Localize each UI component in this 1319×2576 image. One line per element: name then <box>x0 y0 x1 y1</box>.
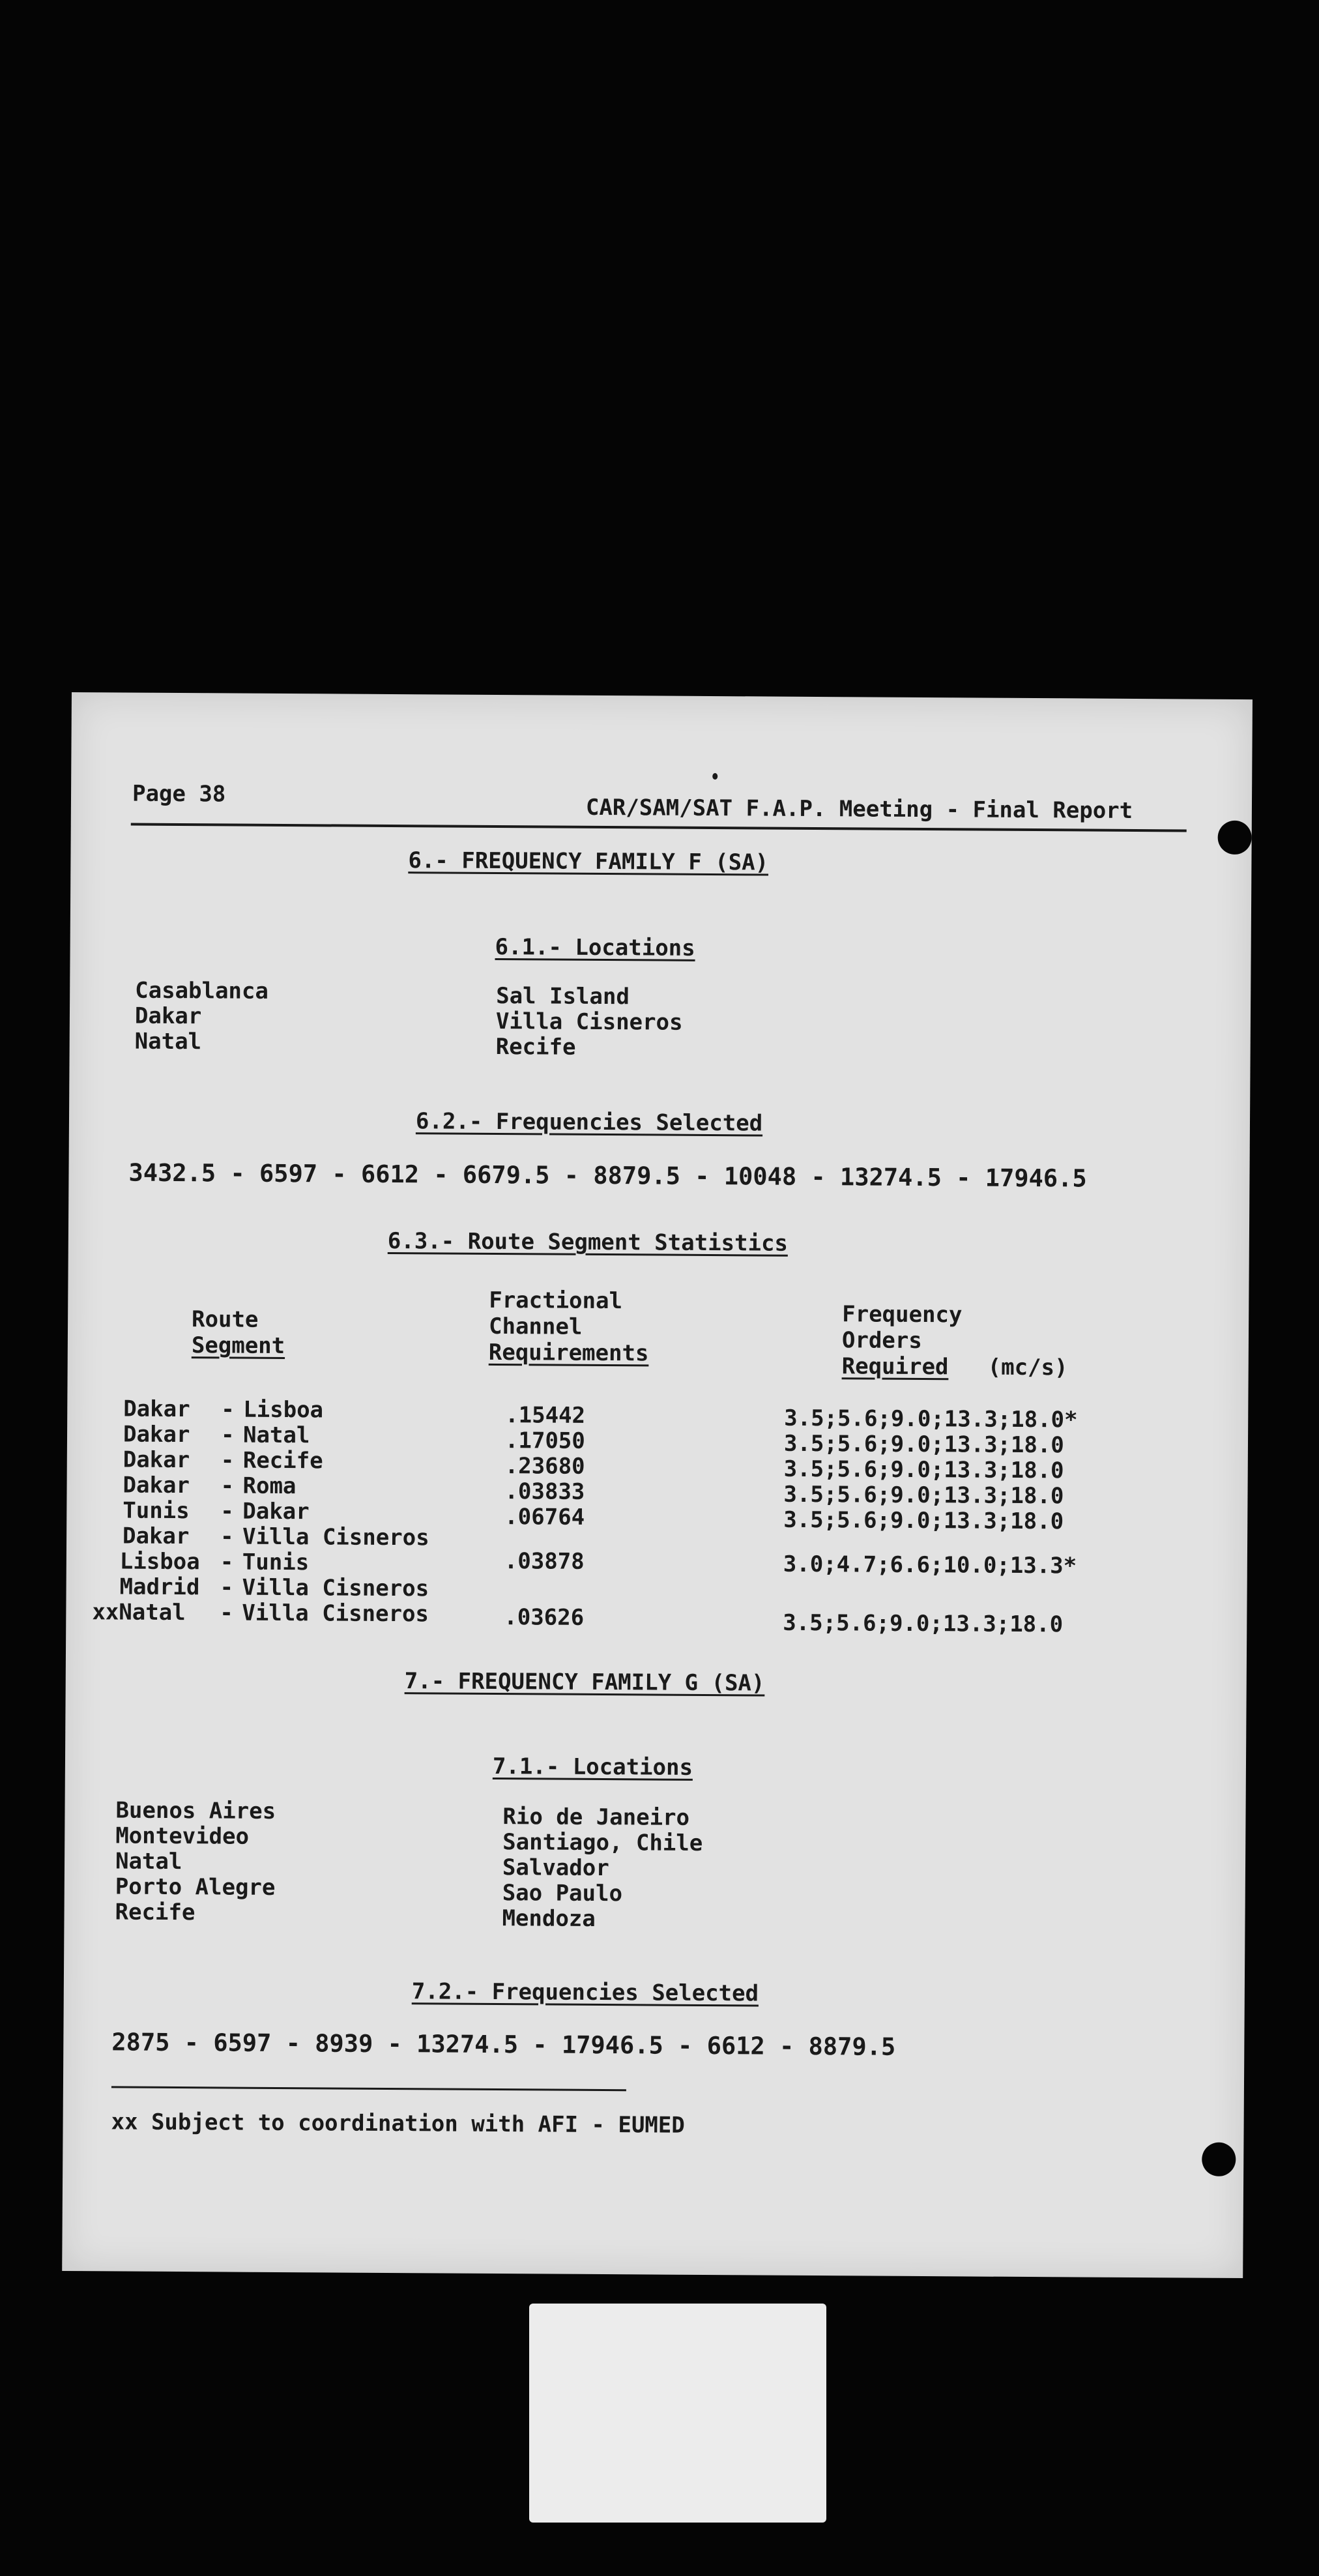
col-frequency-line2: Orders <box>841 1327 922 1354</box>
orders-value: 3.5;5.6;9.0;13.3;18.0 <box>783 1506 1064 1535</box>
route-to: Villa Cisneros <box>242 1523 429 1551</box>
route-from: Dakar <box>123 1472 190 1499</box>
orders-value: 3.5;5.6;9.0;13.3;18.0 <box>783 1456 1064 1484</box>
fraction-value: .15442 <box>505 1402 586 1429</box>
location: Montevideo <box>115 1822 250 1850</box>
location: Santiago, Chile <box>502 1829 703 1856</box>
section-7-title: 7.- FREQUENCY FAMILY G (SA) <box>404 1668 765 1697</box>
location: Sal Island <box>496 982 630 1010</box>
orders-value: 3.5;5.6;9.0;13.3;18.0 <box>783 1609 1064 1638</box>
route-from: Lisboa <box>119 1548 200 1575</box>
fraction-value: .03626 <box>504 1604 585 1631</box>
section-6-2-heading: 6.2.- Frequencies Selected <box>415 1108 763 1137</box>
location: Dakar <box>134 1003 202 1030</box>
report-title: CAR/SAM/SAT F.A.P. Meeting - Final Report <box>585 794 1133 824</box>
route-to: Tunis <box>242 1549 310 1576</box>
route-dash: - <box>220 1498 234 1525</box>
location: Natal <box>115 1848 182 1875</box>
route-from: Dakar <box>123 1421 190 1448</box>
col-route-line1: Route <box>192 1306 259 1333</box>
fraction-value: .23680 <box>504 1453 585 1480</box>
route-from: Tunis <box>123 1497 190 1525</box>
route-dash: - <box>221 1396 235 1423</box>
location: Buenos Aires <box>115 1797 276 1824</box>
header-rule <box>131 823 1187 832</box>
route-from: Madrid <box>119 1573 200 1601</box>
route-dash: - <box>220 1422 235 1448</box>
location: Mendoza <box>502 1905 596 1932</box>
fraction-value: .06764 <box>504 1504 585 1530</box>
col-fractional-line1: Fractional <box>489 1287 623 1315</box>
col-route-line2: Segment <box>191 1332 285 1360</box>
punch-hole-bottom <box>1202 2143 1236 2176</box>
route-to: Roma <box>242 1472 297 1500</box>
section-6-frequencies: 3432.5 - 6597 - 6612 - 6679.5 - 8879.5 - 10048 - 13274.5 - 17946.5 <box>128 1158 1087 1193</box>
orders-value: 3.5;5.6;9.0;13.3;18.0 <box>783 1481 1064 1510</box>
fraction-value: .03878 <box>504 1548 585 1575</box>
route-dash: - <box>220 1447 235 1474</box>
route-to: Natal <box>242 1422 310 1449</box>
section-6-title: 6.- FREQUENCY FAMILY F (SA) <box>408 847 769 876</box>
route-to: Dakar <box>242 1498 310 1525</box>
location: Recife <box>115 1899 196 1926</box>
fraction-value: .03833 <box>504 1478 585 1505</box>
route-from: Dakar <box>122 1523 190 1550</box>
route-dash: - <box>220 1523 234 1550</box>
footnote-rule <box>111 2086 626 2091</box>
section-7-frequencies: 2875 - 6597 - 8939 - 13274.5 - 17946.5 - 6612 - 8879.5 <box>111 2028 896 2061</box>
location: Porto Alegre <box>115 1873 276 1901</box>
location: Natal <box>134 1028 202 1055</box>
orders-value: 3.5;5.6;9.0;13.3;18.0* <box>784 1405 1078 1433</box>
location: Recife <box>495 1033 576 1061</box>
route-dash: - <box>220 1574 234 1601</box>
col-frequency-line1: Frequency <box>842 1301 963 1328</box>
route-dash: - <box>220 1472 235 1499</box>
col-frequency-line3: Required <box>841 1353 949 1381</box>
ink-speck <box>712 773 717 780</box>
route-from: Dakar <box>123 1396 190 1423</box>
page-number: Page 38 <box>132 780 226 808</box>
col-fractional-line2: Channel <box>488 1313 583 1340</box>
document-page <box>62 692 1253 2278</box>
section-6-3-heading: 6.3.- Route Segment Statistics <box>387 1227 789 1257</box>
section-7-2-heading: 7.2.- Frequencies Selected <box>411 1978 759 2007</box>
route-dash: - <box>220 1600 233 1626</box>
route-from: Dakar <box>123 1446 190 1474</box>
punch-hole-top <box>1218 821 1252 855</box>
route-from: xxNatal <box>92 1599 186 1626</box>
footnote: xx Subject to coordination with AFI - EUMED <box>111 2109 685 2139</box>
route-to: Villa Cisneros <box>242 1600 429 1628</box>
section-6-1-heading: 6.1.- Locations <box>495 933 695 961</box>
location: Casablanca <box>135 977 269 1004</box>
route-to: Lisboa <box>243 1396 324 1424</box>
blank-card <box>529 2304 826 2523</box>
route-to: Villa Cisneros <box>242 1574 429 1602</box>
col-unit: (mc/s) <box>987 1354 1068 1381</box>
route-dash: - <box>220 1549 234 1575</box>
location: Rio de Janeiro <box>502 1804 690 1831</box>
orders-value: 3.0;4.7;6.6;10.0;13.3* <box>783 1551 1077 1579</box>
location: Sao Paulo <box>502 1880 623 1907</box>
location: Salvador <box>502 1854 609 1882</box>
location: Villa Cisneros <box>495 1008 683 1036</box>
route-to: Recife <box>242 1447 323 1474</box>
orders-value: 3.5;5.6;9.0;13.3;18.0 <box>783 1430 1064 1459</box>
section-7-1-heading: 7.1.- Locations <box>492 1753 693 1781</box>
fraction-value: .17050 <box>504 1427 585 1454</box>
col-fractional-line3: Requirements <box>488 1339 649 1367</box>
